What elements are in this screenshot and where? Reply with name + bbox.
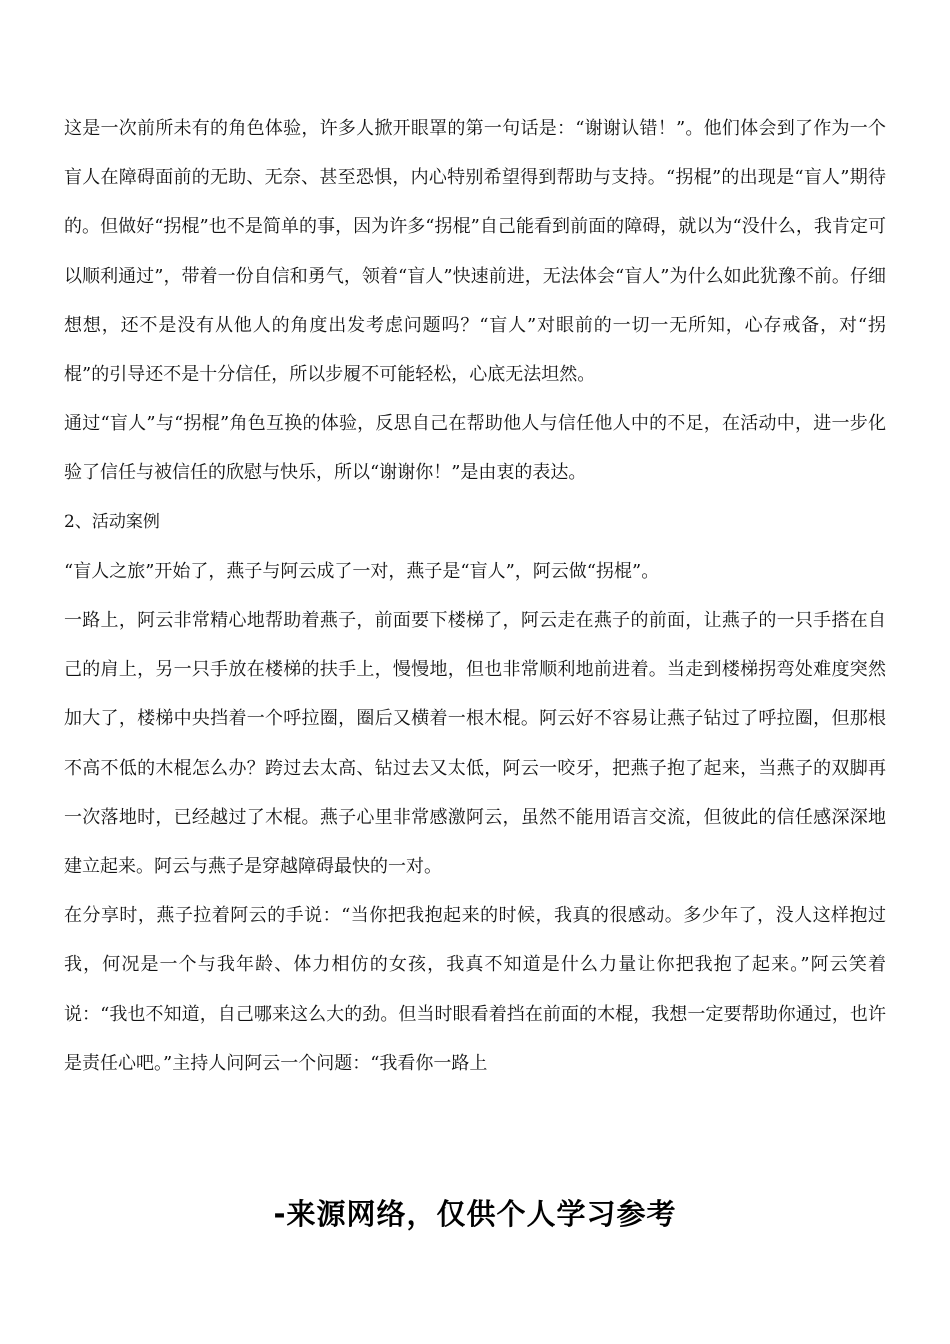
paragraph-blind-journey-start: “盲人之旅”开始了，燕子与阿云成了一对，燕子是“盲人”，阿云做“拐棍”。 xyxy=(64,560,660,582)
paragraph-role-experience: 这是一次前所未有的角色体验，许多人掀开眼罩的第一句话是：“谢谢认错！”。他们体会到了作为一个盲人在障碍面前的无助、无奈、甚至恐惧，内心特别希望得到帮助与支持。“拐棍”的出现是“盲人”期待的。但做好“拐棍”也不是简单的事，因为许多“拐棍”自己能看到前面的障碍，就以为“没什么，我肯定可以顺利通过”，带着一份自信和勇气，领着“盲人”快速前进，无法体会“盲人”为什么如此犹豫不前。仔细想想，还不是没有从他人的角度出发考虑问题吗？“盲人”对眼前的一切一无所知，心存戒备，对“拐棍”的引导还不是十分信任，所以步履不可能轻松，心底无法坦然。 xyxy=(64,118,886,386)
paragraph-sharing: 在分享时，燕子拉着阿云的手说：“当你把我抱起来的时候，我真的很感动。多少年了，没人这样抱过我，何况是一个与我年龄、体力相仿的女孩，我真不知道是什么力量让你把我抱了起来。”阿云笑着说：“我也不知道，自己哪来这么大的劲。但当时眼看着挡在前面的木棍，我想一定要帮助你通过，也许是责任心吧。”主持人问阿云一个问题：“我看你一路上 xyxy=(64,905,886,1074)
paragraph-along-the-way: 一路上，阿云非常精心地帮助着燕子，前面要下楼梯了，阿云走在燕子的前面，让燕子的一只手搭在自己的肩上，另一只手放在楼梯的扶手上，慢慢地，但也非常顺利地前进着。当走到楼梯拐弯处难度突然加大了，楼梯中央挡着一个呼拉圈，圈后又横着一根木棍。阿云好不容易让燕子钻过了呼拉圈，但那根不高不低的木棍怎么办？跨过去太高、钻过去又太低，阿云一咬牙，把燕子抱了起来，当燕子的双脚再一次落地时，已经越过了木棍。燕子心里非常感激阿云，虽然不能用语言交流，但彼此的信任感深深地建立起来。阿云与燕子是穿越障碍最快的一对。 xyxy=(64,610,886,878)
footer-source-note: -来源网络，仅供个人学习参考 xyxy=(273,1197,677,1231)
section-heading-activity-case: 2、活动案例 xyxy=(64,511,160,532)
document-body xyxy=(64,104,886,1088)
paragraph-role-swap-reflection: 通过“盲人”与“拐棍”角色互换的体验，反思自己在帮助他人与信任他人中的不足，在活动中，进一步化验了信任与被信任的欣慰与快乐，所以“谢谢你！”是由衷的表达。 xyxy=(64,413,886,484)
